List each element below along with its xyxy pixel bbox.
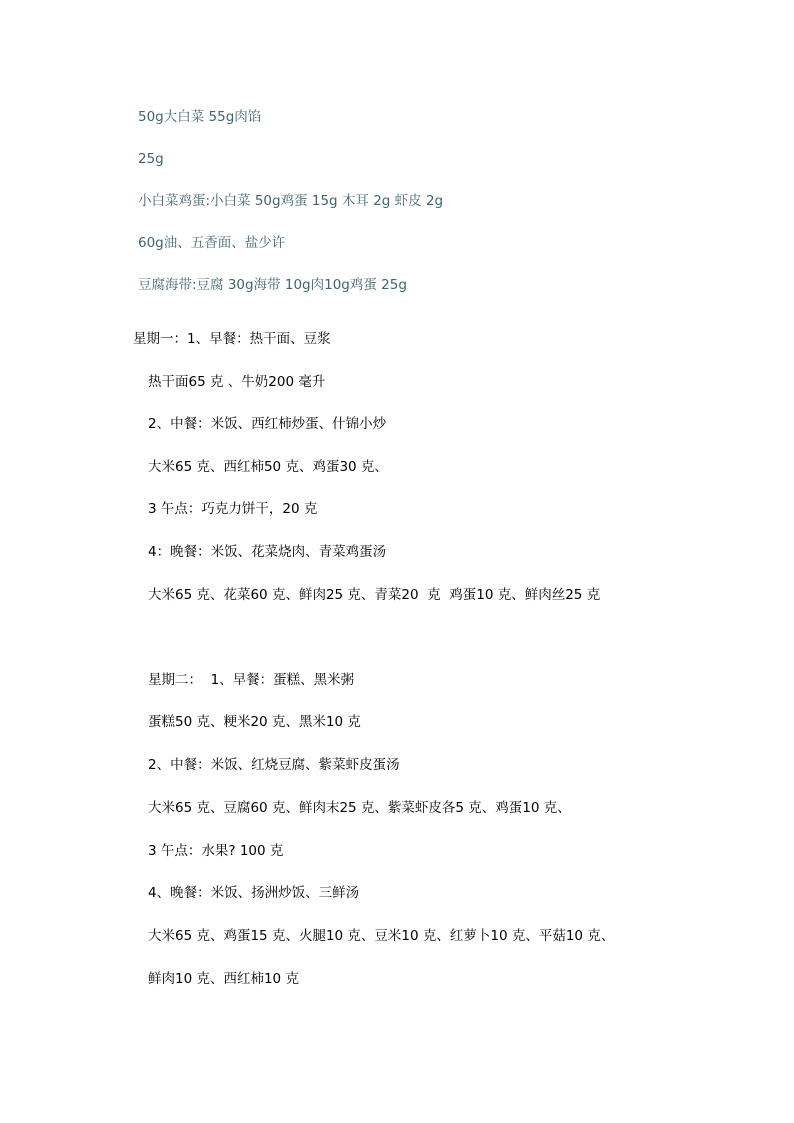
recipe-line-3: 小白菜鸡蛋:小白菜 50g鸡蛋 15g 木耳 2g 虾皮 2g	[138, 193, 444, 209]
recipe-line-1: 50g大白菜 55g肉馅	[138, 109, 262, 125]
tuesday-dinner-items-1: 大米65 克、鸡蛋15 克、火腿10 克、豆米10 克、红萝卜10 克、平菇10 克、	[148, 928, 615, 944]
monday-snack: 3 午点：巧克力饼干，20 克	[148, 501, 318, 517]
tuesday-breakfast-items: 蛋糕50 克、粳米20 克、黑米10 克	[148, 714, 361, 730]
tuesday-lunch: 2、中餐：米饭、红烧豆腐、紫菜虾皮蛋汤	[148, 757, 400, 773]
tuesday-dinner-items-2: 鲜肉10 克、西红柿10 克	[148, 971, 299, 987]
monday-lunch: 2、中餐：米饭、西红柿炒蛋、什锦小炒	[148, 416, 387, 432]
recipe-line-4: 60g油、五香面、盐少许	[138, 235, 286, 251]
monday-breakfast-items: 热干面65 克 、牛奶200 毫升	[148, 374, 326, 390]
tuesday-title: 星期二： 1、早餐：蛋糕、黑米粥	[148, 672, 355, 688]
tuesday-lunch-items: 大米65 克、豆腐60 克、鲜肉末25 克、紫菜虾皮各5 克、鸡蛋10 克、	[148, 800, 571, 816]
monday-dinner: 4：晚餐：米饭、花菜烧肉、青菜鸡蛋汤	[148, 544, 387, 560]
recipe-line-2: 25g	[138, 151, 164, 167]
monday-lunch-items: 大米65 克、西红柿50 克、鸡蛋30 克、	[148, 459, 388, 475]
monday-title: 星期一：1、早餐：热干面、豆浆	[133, 331, 331, 347]
tuesday-snack: 3 午点：水果? 100 克	[148, 843, 284, 859]
tuesday-dinner: 4、晚餐：米饭、扬洲炒饭、三鲜汤	[148, 885, 360, 901]
recipe-line-5: 豆腐海带:豆腐 30g海带 10g肉10g鸡蛋 25g	[138, 277, 407, 293]
monday-dinner-items: 大米65 克、花菜60 克、鲜肉25 克、青菜20 克 鸡蛋10 克、鲜肉丝25 克	[148, 587, 601, 603]
